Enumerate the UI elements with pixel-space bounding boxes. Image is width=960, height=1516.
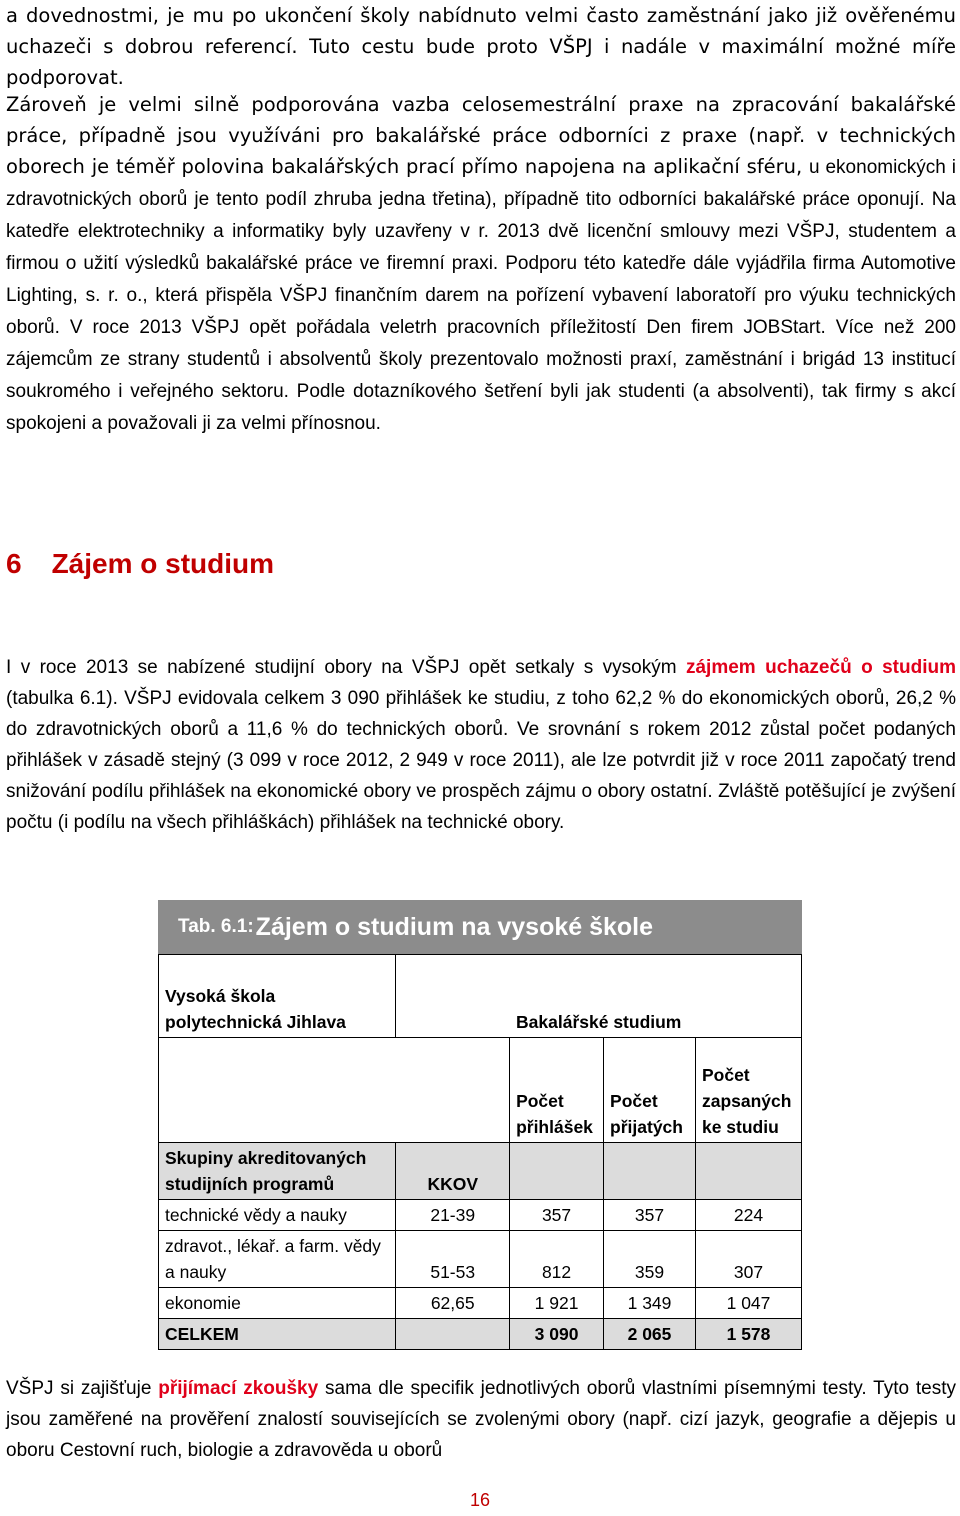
row-admitted: 357 [604,1200,696,1231]
empty-cell [695,1143,801,1200]
page-number: 16 [469,1490,491,1510]
table-groups-row [159,1143,802,1200]
school-name-cell: Vysoká škola polytechnická Jihlava [159,955,396,1038]
row-kkov: 62,65 [396,1288,510,1319]
empty-cell [396,1319,510,1350]
total-applications: 3 090 [510,1319,604,1350]
interest-highlight: zájmem uchazečů o studium [685,657,956,678]
row-name: technické vědy a nauky [159,1200,396,1231]
paragraph-interest [6,652,956,838]
row-kkov: 51-53 [396,1231,510,1288]
total-enrolled: 1 578 [695,1319,801,1350]
paragraph-interest-lead: I v roce 2013 se nabízené studijní obory na VŠPJ opět setkaly s vysokým [6,657,686,678]
paragraph-practice [6,89,956,439]
row-kkov: 21-39 [396,1200,510,1231]
row-admitted: 359 [604,1231,696,1288]
table-row [159,1288,802,1319]
table-row [159,1231,802,1288]
col-applications-header: Počet přihlášek [510,1038,604,1143]
table-row [159,1200,802,1231]
paragraph-exams-rest: sama dle specifik jednotlivých oborů vlastními písemnými testy. Tyto testy jsou zaměřené na prověření znalostí souvisejících se zvolenými obory (např. cizí jazyk, geografie a dějepis u oboru Cestovní ruch, biologie a zdravověda u oborů [6,1378,956,1461]
paragraph-exams [6,1373,956,1466]
row-applications: 812 [510,1231,604,1288]
empty-cell [510,1143,604,1200]
table-caption-label: Tab. 6.1: [178,916,254,937]
row-applications: 357 [510,1200,604,1231]
row-name: zdravot., lékař. a farm. vědy a nauky [159,1231,396,1288]
empty-cell [159,1038,510,1143]
table-header-row [159,955,802,1038]
section-number: 6 [6,548,22,579]
row-enrolled: 224 [695,1200,801,1231]
table-subheader-row [159,1038,802,1143]
groups-label-cell: Skupiny akreditovaných studijních programů [159,1143,396,1200]
kkov-label-cell: KKOV [396,1143,510,1200]
row-enrolled: 1 047 [695,1288,801,1319]
empty-cell [604,1143,696,1200]
program-cell: Bakalářské studium [396,955,802,1038]
col-admitted-header: Počet přijatých [604,1038,696,1143]
section-title: Zájem o studium [51,548,275,579]
section-heading [6,548,274,580]
total-name: CELKEM [159,1319,396,1350]
exams-highlight: přijímací zkoušky [158,1378,319,1399]
row-admitted: 1 349 [604,1288,696,1319]
paragraph-intro: a dovednostmi, je mu po ukončení školy nabídnuto velmi často zaměstnání jako již ověřenému uchazeči s dobrou referencí. Tuto cestu bude proto VŠPJ i nadále v maximální možné míře podporovat. [6,4,956,89]
table-total-row [159,1319,802,1350]
row-applications: 1 921 [510,1288,604,1319]
paragraph-practice-part-b: u ekonomických i zdravotnických oborů je tento podíl zhruba jedna třetina), případně tito odborníci bakalářské práce oponují. Na katedře elektrotechniky a informatiky byly uzavřeny v r. 2013 dvě licenční smlouvy mezi VŠPJ, studentem a firmou o užití výsledků bakalářské práce ve firemní praxi. Podporu této katedře dále vyjádřila firma Automotive Lighting, s. r. o., která přispěla VŠPJ finančním darem na pořízení vybavení laboratoří pro výuku technických oborů. V roce 2013 VŠPJ opět pořádala veletrh pracovních příležitostí Den firem JOBStart. Více než 200 zájemcům ze strany studentů i absolventů školy prezentovalo možnosti praxí, zaměstnání i brigád 13 institucí soukromého i veřejného sektoru. Podle dotazníkového šetření byli jak studenti (a absolventi), tak firmy s akcí spokojeni a považovali ji za velmi přínosnou. [6,157,957,434]
table-caption-title: Zájem o studium na vysoké škole [255,912,654,941]
table-caption [158,900,802,954]
paragraph-practice-part-a: Zároveň je velmi silně podporována vazba celosemestrální praxe na zpracování bakalářské práce, případně jsou využíváni pro bakalářské práce odborníci z praxe (např. v technických oborech je téměř polovina bakalářských prací přímo napojena na aplikační sféru, [6,93,956,178]
admissions-table [158,954,802,1350]
paragraph-interest-rest: (tabulka 6.1). VŠPJ evidovala celkem 3 090 přihlášek ke studiu, z toho 62,2 % do ekonomických oborů, 26,2 % do zdravotnických oborů a 11,6 % do technických oborů. Ve srovnání s rokem 2012 zůstal počet podaných přihlášek v zásadě stejný (3 099 v roce 2012, 2 949 v roce 2011), ale lze potvrdit již v roce 2011 započatý trend snižování podílu přihlášek na ekonomické obory ve prospěch zájmu o obory ostatní. Zvláště potěšující je zvýšení počtu (i podílu na všech přihláškách) přihlášek na technické obory. [6,688,956,833]
col-enrolled-header: Počet zapsaných ke studiu [695,1038,801,1143]
paragraph-exams-lead: VŠPJ si zajišťuje [6,1378,159,1399]
row-name: ekonomie [159,1288,396,1319]
total-admitted: 2 065 [604,1319,696,1350]
row-enrolled: 307 [695,1231,801,1288]
